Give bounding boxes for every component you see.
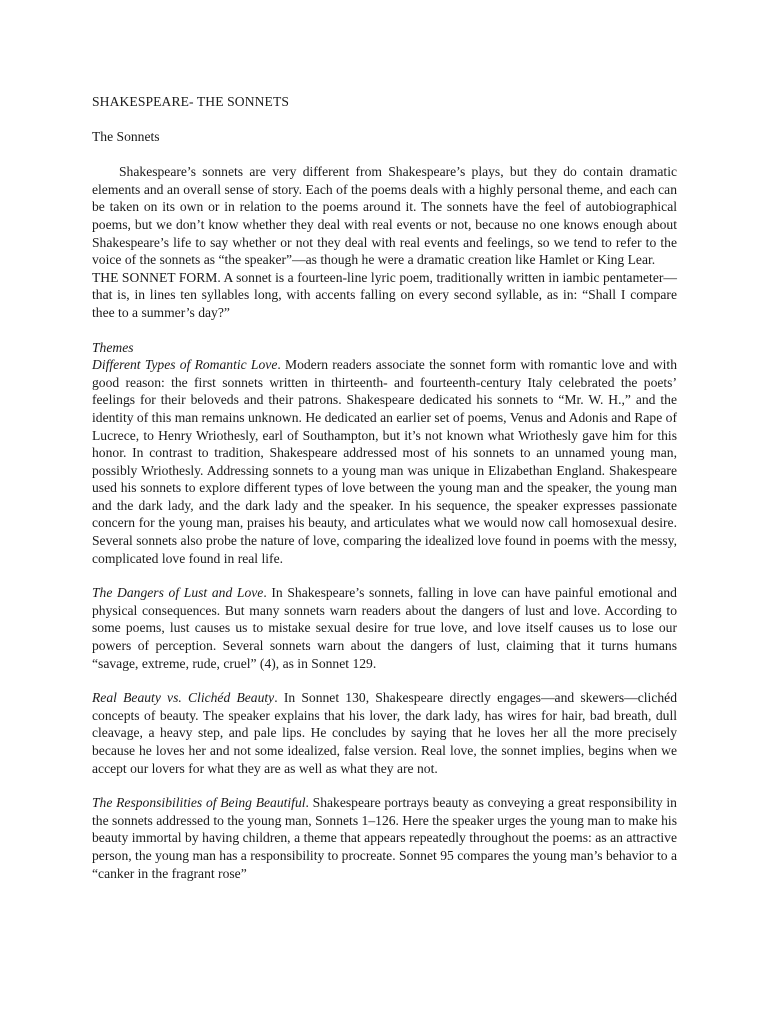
theme-lead: Different Types of Romantic Love (92, 357, 278, 373)
themes-heading: Themes (92, 339, 134, 355)
theme-lead: The Responsibilities of Being Beautiful (92, 795, 306, 811)
document-title: SHAKESPEARE- THE SONNETS (92, 94, 290, 109)
section-title: The Sonnets (92, 128, 160, 144)
theme-lead: The Dangers of Lust and Love (92, 585, 264, 601)
theme-body: . In Shakespeare’s sonnets, falling in love can have painful emotional and physical consequences. But many sonnets warn readers about the dangers of lust and love. According to some poems, lust causes us to mistake sexual desire for true love, and love itself causes us to lose our powers of perception. Several sonnets warn about the dangers of lust, claiming that it turns humans “savage, extreme, rude, cruel” (4), as in Sonnet 129. (92, 585, 677, 671)
theme-paragraph-romantic-love (92, 356, 677, 567)
theme-lead: Real Beauty vs. Clichéd Beauty (92, 690, 275, 706)
sonnet-form-paragraph: THE SONNET FORM. A sonnet is a fourteen-line lyric poem, traditionally written in iambic pentameter—that is, in lines ten syllables long, with accents falling on every second syllable, as in: “Shall I compare thee to a summer’s day?” (92, 269, 677, 320)
theme-paragraph-responsibilities (92, 794, 677, 882)
theme-body: . Shakespeare portrays beauty as conveying a great responsibility in the sonnets addressed to the young man, Sonnets 1–126. Here the speaker urges the young man to make his beauty immortal by having children, a theme that appears repeatedly throughout the poems: as an attractive person, the young man has a responsibility to procreate. Sonnet 95 compares the young man’s behavior to a “canker in the fragrant rose” (92, 795, 677, 881)
theme-body: . In Sonnet 130, Shakespeare directly engages—and skewers—clichéd concepts of beauty. The speaker explains that his lover, the dark lady, has wires for hair, bad breath, dull cleavage, a heavy step, and pale lips. He concludes by saying that he loves her all the more precisely because he loves her and not some idealized, false version. Real love, the sonnet implies, begins when we accept our lovers for what they are as well as what they are not. (92, 690, 677, 776)
theme-paragraph-lust-and-love (92, 584, 677, 672)
theme-paragraph-real-beauty (92, 689, 677, 777)
theme-body: . Modern readers associate the sonnet form with romantic love and with good reason: the first sonnets written in thirteenth- and fourteenth-century Italy celebrated the poets’ feelings for their beloveds and their patrons. Shakespeare dedicated his sonnets to “Mr. W. H.,” and the identity of this man remains unknown. He dedicated an earlier set of poems, Venus and Adonis and Rape of Lucrece, to Henry Wriothesly, earl of Southampton, but it’s not known what Wriothesly gave him for this honor. In contrast to tradition, Shakespeare addressed most of his sonnets to an unnamed young man, possibly Wriothesly. Addressing sonnets to a young man was unique in Elizabethan England. Shakespeare used his sonnets to explore different types of love between the young man and the speaker, the young man and the dark lady, and the dark lady and the speaker. In his sequence, the speaker expresses passionate concern for the young man, praises his beauty, and articulates what we would now call homosexual desire. Several sonnets also probe the nature of love, comparing the idealized love found in poems with the messy, complicated love found in real life. (92, 357, 677, 566)
intro-paragraph: Shakespeare’s sonnets are very different from Shakespeare’s plays, but they do contain dramatic elements and an overall sense of story. Each of the poems deals with a highly personal theme, and each can be taken on its own or in relation to the poems around it. The sonnets have the feel of autobiographical poems, but we don’t know whether they deal with real events or not, because no one knows enough about Shakespeare’s life to say whether or not they deal with real events and feelings, so we tend to refer to the voice of the sonnets as “the speaker”—as though he were a dramatic creation like Hamlet or King Lear. (92, 164, 677, 268)
